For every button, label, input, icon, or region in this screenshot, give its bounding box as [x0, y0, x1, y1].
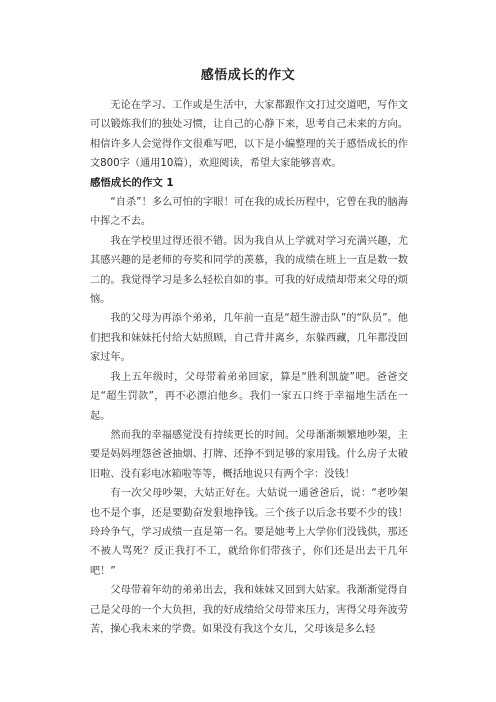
body-paragraph: 然而我的幸福感觉没有持续更长的时间。父母渐渐频繁地吵架，主要是妈妈埋怨爸爸抽烟、打牌、还挣不到足够的家用钱。什么房子太破旧啦、没有彩电冰箱啦等等，概括地说只有两个字：没钱！ [90, 429, 408, 480]
intro-paragraph: 无论在学习、工作或是生活中，大家都跟作文打过交道吧，写作文可以锻炼我们的独处习惯，让自己的心静下来，思考自己未来的方向。相信许多人会觉得作文很难写吧，以下是小编整理的关于感悟成长的作文800字（通用10篇），欢迎阅读，希望大家能够喜欢。 [90, 100, 408, 170]
body-paragraph: 我上五年级时，父母带着弟弟回家，算是“胜利凯旋”吧。爸爸交足“超生罚款”，再不必漂泊他乡。我们一家五口终于幸福地生活在一起。 [90, 371, 408, 422]
document-title: 感悟成长的作文 [200, 68, 296, 83]
section-heading: 感悟成长的作文 1 [90, 176, 174, 189]
body-paragraph: 有一次父母吵架，大姑正好在。大姑说一通爸爸后，说：“老吵架也不是个事，还是要勤奋发狠地挣钱。三个孩子以后念书要不少的钱！玲玲争气，学习成绩一直是第一名。要是她考上大学你们没钱供，那还不被人骂死？反正我打不工，就给你们带孩子，你们还是出去干几年吧！” [90, 488, 408, 577]
document-body [90, 96, 408, 639]
body-paragraph: 父母带着年幼的弟弟出去，我和妹妹又回到大姑家。我渐渐觉得自己是父母的一个大负担，我的好成绩给父母带来压力，害得父母奔波劳苦，操心我未来的学费。如果没有我这个女儿，父母该是多么轻 [90, 585, 408, 635]
body-paragraph: “自杀”！多么可怕的字眼！可在我的成长历程中，它曾在我的脑海中挥之不去。 [90, 197, 408, 228]
body-paragraph: 我在学校里过得还很不错。因为我自从上学就对学习充满兴趣，尤其感兴趣的是老师的夸奖和同学的羡慕，我的成绩在班上一直是数一数二的。我觉得学习是多么轻松自如的事。可我的好成绩却带来父母的烦恼。 [90, 235, 408, 306]
body-paragraph: 我的父母为再添个弟弟，几年前一直是“超生游击队”的“队员”。他们把我和妹妹托付给大姑照顾，自己背井离乡，东躲西藏，几年都没回家过年。 [90, 313, 408, 364]
